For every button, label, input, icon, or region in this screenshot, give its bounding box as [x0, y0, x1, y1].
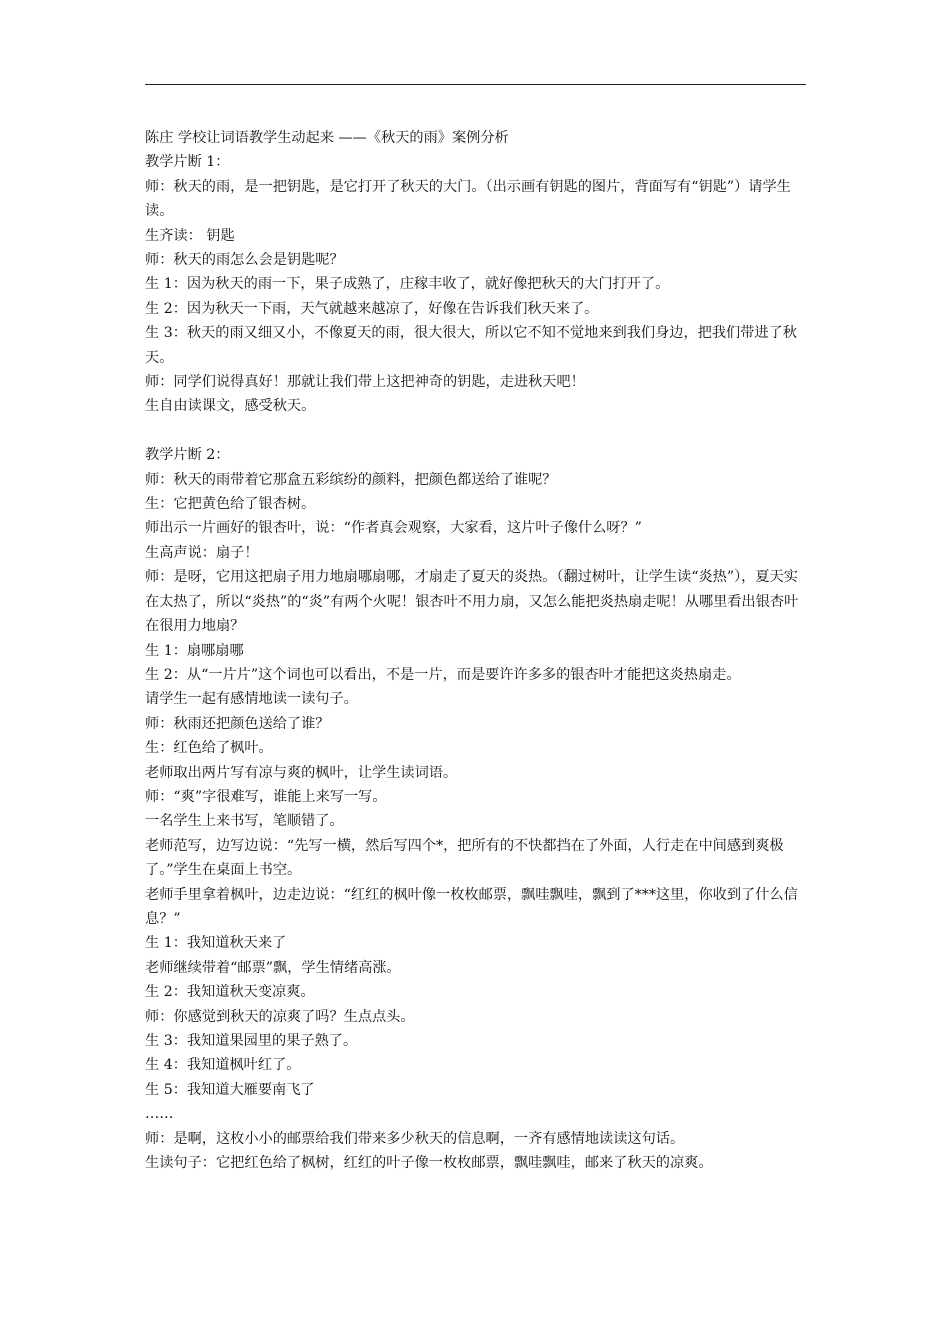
header-rule: [145, 84, 806, 85]
paragraph-31: 生 3：我知道果园里的果子熟了。: [145, 1033, 358, 1050]
paragraph-25: 老师范写，边写边说：“先写一横，然后写四个*，把所有的不快都挡在了外面，人行走在中间感到爽极了。”学生在桌面上书空。: [145, 837, 784, 879]
paragraph-9: 生自由读课文，感受秋天。: [145, 398, 316, 415]
paragraph-3: 生齐读： 钥匙: [145, 227, 235, 244]
paragraph-17: 生 1：扇哪扇哪: [145, 642, 244, 659]
blank-line: [145, 419, 810, 443]
paragraph-33: 生 5：我知道大雁要南飞了: [145, 1081, 315, 1098]
paragraph-7: 生 3：秋天的雨又细又小，不像夏天的雨，很大很大，所以它不知不觉地来到我们身边，把我们带进了秋天。: [145, 325, 797, 366]
paragraph-6: 生 2：因为秋天一下雨，天气就越来越凉了，好像在告诉我们秋天来了。: [145, 300, 599, 317]
paragraph-2: 师：秋天的雨，是一把钥匙，是它打开了秋天的大门。（出示画有钥匙的图片，背面写有“钥匙”）请学生读。: [145, 178, 791, 220]
paragraph-26: 老师手里拿着枫叶，边走边说：“红红的枫叶像一枚枚邮票，飘哇飘哇，飘到了***这里，你收到了什么信息？”: [145, 886, 798, 927]
paragraph-30: 师：你感觉到秋天的凉爽了吗？生点点头。: [145, 1008, 415, 1025]
paragraph-20: 师：秋雨还把颜色送给了谁？: [145, 715, 330, 732]
paragraph-35: 师：是啊，这枚小小的邮票给我们带来多少秋天的信息啊，一齐有感情地读读这句话。: [145, 1130, 685, 1147]
paragraph-19: 请学生一起有感情地读一读句子。: [145, 691, 358, 708]
paragraph-11: 教学片断 2：: [145, 447, 230, 464]
paragraph-8: 师：同学们说得真好！那就让我们带上这把神奇的钥匙，走进秋天吧！: [145, 374, 585, 391]
paragraph-21: 生：红色给了枫叶。: [145, 740, 273, 757]
paragraph-28: 老师继续带着“邮票”飘，学生情绪高涨。: [145, 959, 401, 976]
paragraph-16: 师：是呀，它用这把扇子用力地扇哪扇哪，才扇走了夏天的炎热。（翻过树叶，让学生读“炎热”），夏天实在太热了，所以“炎热”的“炎”有两个火呢！银杏叶不用力扇，又怎么能把炎热扇走呢！从哪里看出银杏叶在很用力地扇？: [145, 569, 799, 635]
paragraph-24: 一名学生上来书写，笔顺错了。: [145, 813, 344, 830]
document-body: [145, 126, 810, 1175]
paragraph-15: 生高声说：扇子！: [145, 544, 259, 561]
paragraph-12: 师：秋天的雨带着它那盒五彩缤纷的颜料，把颜色都送给了谁呢？: [145, 471, 557, 488]
paragraph-18: 生 2：从“一片片”这个词也可以看出，不是一片，而是要许许多多的银杏叶才能把这炎热扇走。: [145, 666, 741, 683]
paragraph-29: 生 2：我知道秋天变凉爽。: [145, 984, 315, 1001]
paragraph-22: 老师取出两片写有凉与爽的枫叶，让学生读词语。: [145, 764, 458, 781]
paragraph-5: 生 1：因为秋天的雨一下，果子成熟了，庄稼丰收了，就好像把秋天的大门打开了。: [145, 276, 670, 293]
document-title: 陈庄 学校让词语教学生动起来 ——《秋天的雨》案例分析: [145, 130, 509, 146]
paragraph-23: 师：“爽”字很难写，谁能上来写一写。: [145, 788, 387, 805]
paragraph-32: 生 4：我知道枫叶红了。: [145, 1057, 301, 1074]
paragraph-1: 教学片断 1：: [145, 154, 230, 171]
paragraph-14: 师出示一片画好的银杏叶，说：“作者真会观察，大家看，这片叶子像什么呀？”: [145, 520, 642, 537]
paragraph-4: 师：秋天的雨怎么会是钥匙呢？: [145, 252, 344, 269]
paragraph-13: 生：它把黄色给了银杏树。: [145, 496, 316, 513]
paragraph-34: ……: [145, 1106, 174, 1123]
paragraph-36: 生读句子：它把红色给了枫树，红红的叶子像一枚枚邮票，飘哇飘哇，邮来了秋天的凉爽。: [145, 1155, 713, 1172]
paragraph-27: 生 1：我知道秋天来了: [145, 935, 287, 952]
